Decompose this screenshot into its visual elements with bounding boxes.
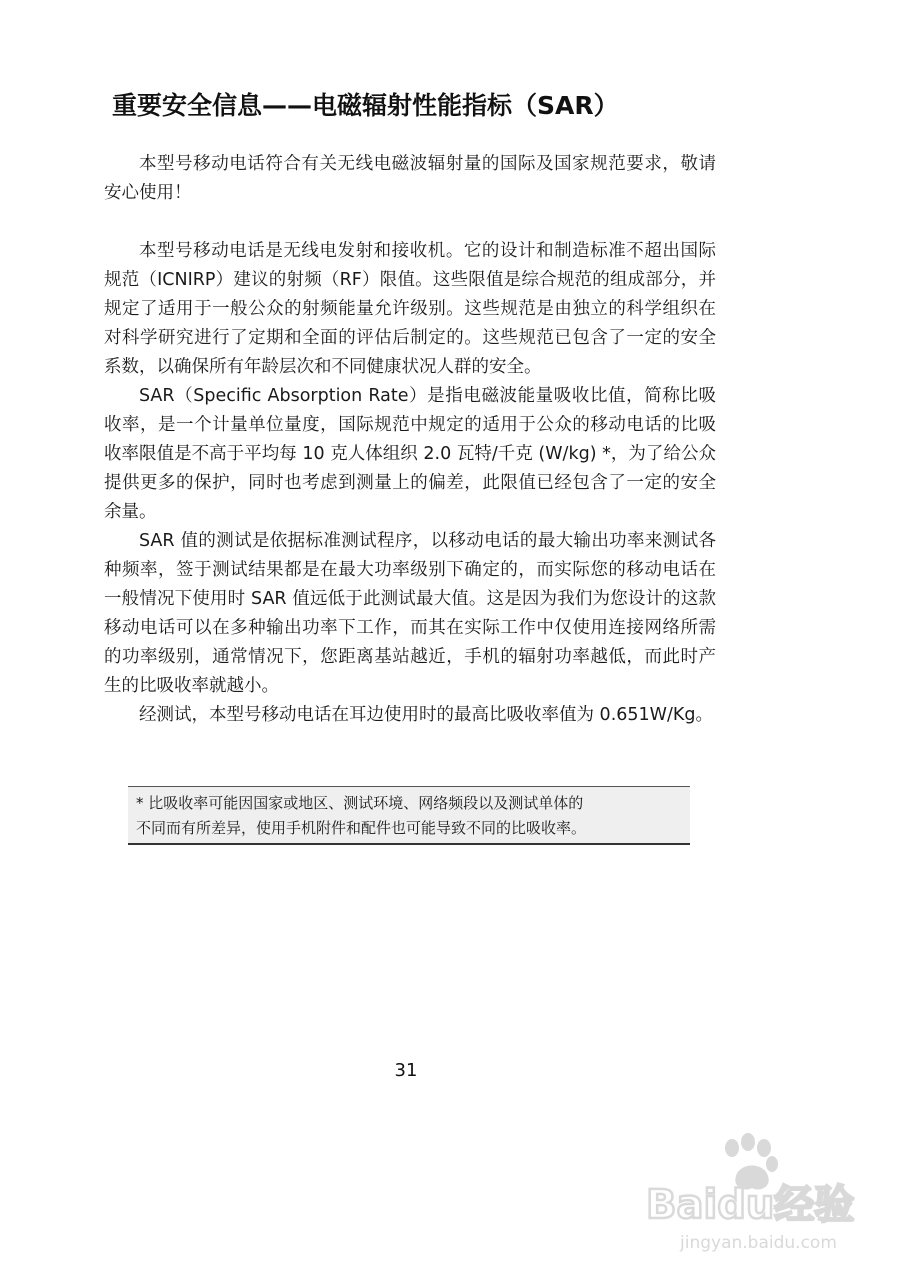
watermark-url: jingyan.baidu.com [680,1233,837,1253]
baidu-jingyan-watermark [640,1130,890,1260]
watermark-logo-text: Baidu经验 [646,1182,855,1228]
paragraph-sar-testing: SAR 值的测试是依据标准测试程序，以移动电话的最大输出功率来测试各种频率，签于测试结果都是在最大功率级别下确定的，而实际您的移动电话在一般情况下使用时 SAR 值远低于此测试最大值。这是因为我们为您设计的这款移动电话可以在多种输出功率下工作，而其在实际工作中仅使用连接网络所需的功率级别，通常情况下，您距离基站越近，手机的辐射功率越低，而此时产生的比吸收率就越小。 [104,531,716,696]
footnote-line: 不同而有所差异，使用手机附件和配件也可能导致不同的比吸收率。 [136,819,587,837]
paragraph-compliance: 本型号移动电话符合有关无线电磁波辐射量的国际及国家规范要求，敬请安心使用！ [104,154,716,203]
paragraph-sar-definition: SAR（Specific Absorption Rate）是指电磁波能量吸收比值，简称比吸收率，是一个计量单位量度，国际规范中规定的适用于公众的移动电话的比吸收率限值是不高于平均每 10 克人体组织 2.0 瓦特/千克 (W/kg) *，为了给公众提供更多的保护，同时也考虑到测量上的偏差，此限值已经包含了一定的安全余量。 [104,386,716,522]
footnote-line: * 比吸收率可能因国家或地区、测试环境、网络频段以及测试单体的 [136,794,584,812]
page-number: 31 [394,1060,418,1081]
body-text [104,150,716,730]
footnote-box [128,786,690,845]
paragraph-sar-result: 经测试，本型号移动电话在耳边使用时的最高比吸收率值为 0.651W/Kg。 [139,705,713,725]
page-title: 重要安全信息——电磁辐射性能指标（SAR） [112,91,619,120]
paragraph-icnirp: 本型号移动电话是无线电发射和接收机。它的设计和制造标准不超出国际规范（ICNIRP）建议的射频（RF）限值。这些限值是综合规范的组成部分，并规定了适用于一般公众的射频能量允许级别。这些规范是由独立的科学组织在对科学研究进行了定期和全面的评估后制定的。这些规范已包含了一定的安全系数，以确保所有年龄层次和不同健康状况人群的安全。 [104,241,716,377]
